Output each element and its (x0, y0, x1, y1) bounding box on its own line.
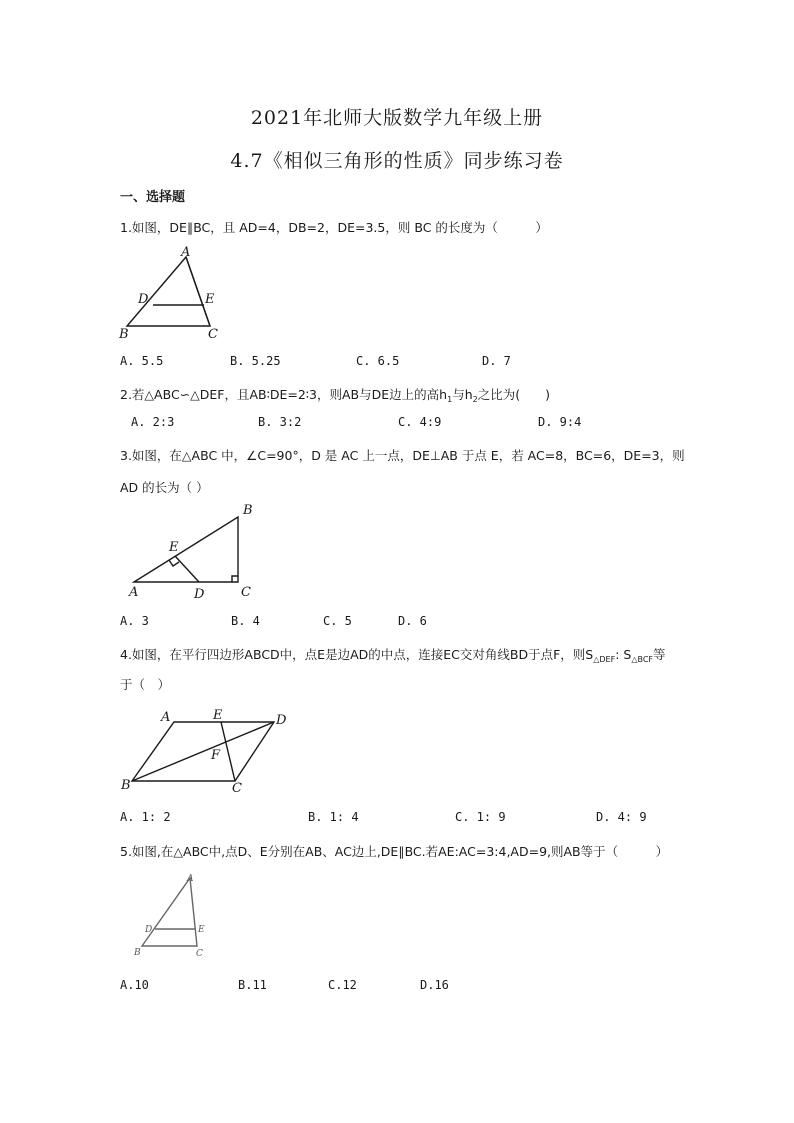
q3-option-b: B. 4 (231, 614, 260, 628)
q3-option-a: A. 3 (120, 614, 149, 628)
question-4-line-2: 于（ ） (120, 677, 171, 692)
question-4-line-1: 4.如图，在平行四边形ABCD中，点E是边AD的中点，连接EC交对角线BD于点F，则$S_{\triangle DEF}$: $S_{\triangle BCF}$等 (120, 647, 666, 664)
q5-label-e: E (198, 925, 205, 935)
q4-label-a: A (161, 710, 171, 725)
q3-label-d: D (194, 587, 205, 602)
q4-label-c: C (232, 781, 242, 796)
question-1-text: 1.如图，DE∥BC，且 AD=4，DB=2，DE=3.5，则 BC 的长度为（ ） (120, 220, 548, 235)
q4-label-f: F (211, 748, 221, 763)
q4-label-e: E (213, 708, 223, 723)
q2-option-c: C. 4:9 (398, 415, 442, 429)
question-3-line-2: AD 的长为（ ） (120, 480, 209, 495)
section-title: 一、选择题 (120, 190, 186, 205)
q2-option-d: D. 9:4 (538, 415, 582, 429)
q4-option-b: B. 1: 4 (308, 810, 359, 824)
q5-label-b: B (134, 948, 141, 958)
q1-option-b: B. 5.25 (230, 354, 281, 368)
q5-option-a: A.10 (120, 978, 149, 992)
q5-label-c: C (196, 949, 203, 959)
q5-option-b: B.11 (238, 978, 267, 992)
q5-label-d: D (145, 925, 153, 935)
q1-option-d: D. 7 (482, 354, 511, 368)
q5-option-c: C.12 (328, 978, 357, 992)
q3-label-e: E (169, 540, 179, 555)
q1-option-a: A. 5.5 (120, 354, 164, 368)
question-3-line-1: 3.如图，在△ABC 中，∠C=90°，D 是 AC 上一点，DE⊥AB 于点 E，若 AC=8，BC=6，DE=3，则 (120, 448, 685, 463)
q4-option-c: C. 1: 9 (455, 810, 506, 824)
q2-option-a: A. 2:3 (131, 415, 175, 429)
q4-option-a: A. 1: 2 (120, 810, 171, 824)
q1-label-c: C (208, 327, 218, 342)
q1-label-d: D (138, 292, 149, 307)
question-2-text: 2.若△ABC∽△DEF，且AB∶DE=2∶3，则AB与DE边上的高$h_1$与$h_2$之比为( ) (120, 387, 550, 404)
q4-label-d: D (276, 713, 287, 728)
q3-label-c: C (241, 585, 251, 600)
document-title: 2021年北师大版数学九年级上册 (250, 107, 544, 129)
q4-label-b: B (121, 778, 131, 793)
q4-option-d: D. 4: 9 (596, 810, 647, 824)
q3-label-b: B (243, 503, 253, 518)
q1-label-a: A (181, 245, 191, 260)
question-5-text: 5.如图,在△ABC中,点D、E分别在AB、AC边上,DE∥BC.若AE:AC=3:4,AD=9,则AB等于（ ） (120, 844, 669, 859)
q1-label-e: E (205, 292, 215, 307)
q3-option-c: C. 5 (323, 614, 352, 628)
document-subtitle: 4.7《相似三角形的性质》同步练习卷 (230, 150, 564, 172)
q1-label-b: B (119, 327, 129, 342)
q3-option-d: D. 6 (398, 614, 427, 628)
q3-label-a: A (129, 585, 139, 600)
q2-option-b: B. 3:2 (258, 415, 302, 429)
q5-label-a: A (187, 874, 194, 884)
q5-option-d: D.16 (420, 978, 449, 992)
q1-option-c: C. 6.5 (356, 354, 400, 368)
